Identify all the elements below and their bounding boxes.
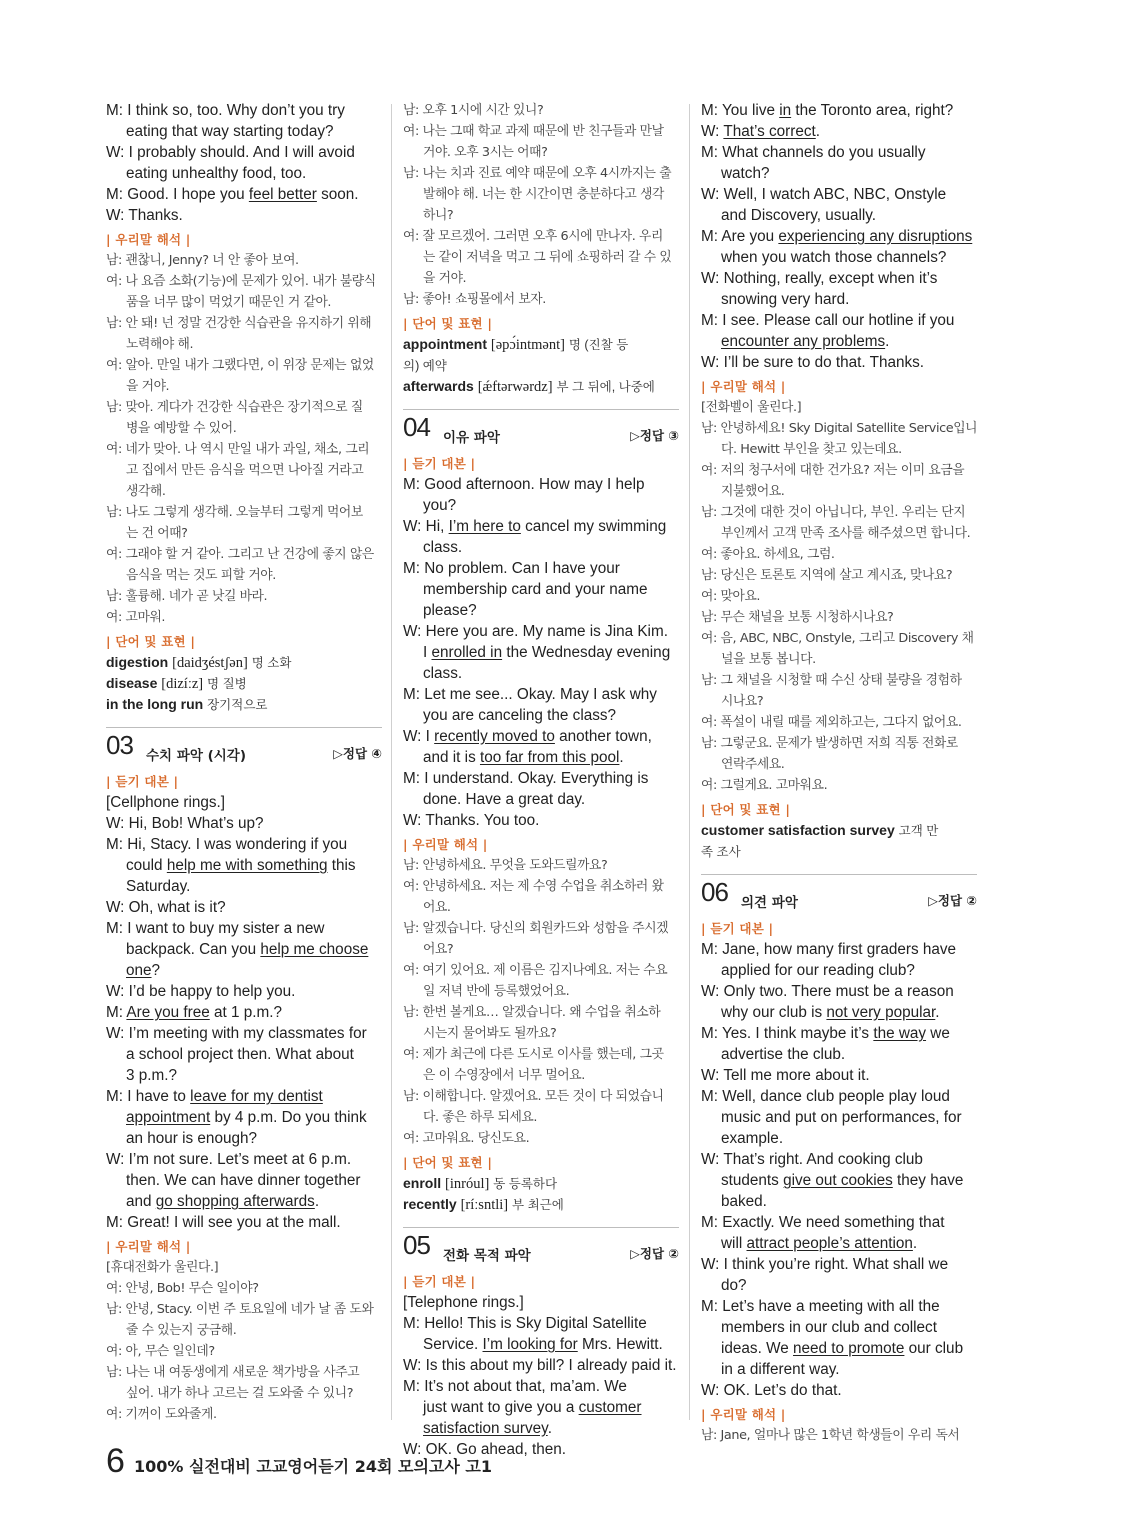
translation-line: 여: 저의 청구서에 대한 건가요? 저는 이미 요금을 [701,463,965,478]
section-title: 수치 파악 (시각) [146,748,246,764]
translation-line: 여: 기꺼이 도와줄게. [106,1407,217,1422]
script-line: members in our club and collect [721,1319,937,1336]
blank-answer: experiencing any disruptions [778,228,973,245]
translation-line: 여: 여기 있어요. 제 이름은 김지나예요. 저는 수요 [403,963,668,978]
translation-line: 남: 그것에 대한 것이 아닙니다, 부인. 우리는 단지 [701,505,966,520]
translation-line: 남: 맞아. 게다가 건강한 식습관은 장기적으로 질 [106,400,363,415]
answer-badge: ▷정답 ② [928,893,977,908]
script-line: M: Are you free at 1 p.m.? [106,1004,283,1021]
script-line: M: What channels do you usually [701,144,926,161]
translation-line: 여: 제가 최근에 다른 도시로 이사를 했는데, 그곳 [403,1047,664,1062]
script-line: done. Have a great day. [423,791,586,808]
answer-badge: ▷정답 ③ [630,428,679,443]
script-label: | 듣기 대본 | [403,1274,476,1289]
answer-badge: ▷정답 ② [630,1246,679,1261]
translation-line: 여: 그래야 할 거 같아. 그리고 난 건강에 좋지 않은 [106,547,374,562]
script-line: W: Hi, I’m here to cancel my swimming [403,518,667,535]
blank-answer: help me choose [260,941,369,958]
script-line: then. We can have dinner together [126,1172,361,1189]
script-line: students give out cookies they have [721,1172,964,1189]
script-line: appointment by 4 p.m. Do you think [126,1109,367,1126]
script-line: and it is too far from this pool. [423,749,624,766]
blank-answer: in [779,102,792,119]
translation-line: 생각해. [126,484,166,499]
translation-line: 널을 보통 봅니다. [721,652,816,667]
script-line: W: I’m not sure. Let’s meet at 6 p.m. [106,1151,352,1168]
script-line: W: Well, I watch ABC, NBC, Onstyle [701,186,947,203]
section-title: 전화 목적 파악 [443,1248,531,1264]
translation-line: 다. Hewitt 부인을 찾고 있는데요. [721,442,902,457]
script-line: M: Well, dance club people play loud [701,1088,950,1105]
script-line: snowing very hard. [721,291,850,308]
translation-line: 부인께서 고객 만족 조사를 해주셨으면 합니다. [721,526,971,541]
blank-answer: enrolled in [431,644,503,661]
blank-answer: help me with something [166,857,328,874]
translation-line: 품을 너무 많이 먹었기 때문인 거 같아. [126,295,332,310]
section-number: 06 [701,877,728,907]
blank-answer: one [126,962,152,979]
translation-line: 다. 좋은 하루 되세요. [423,1110,538,1125]
script-line: 3 p.m.? [126,1067,178,1084]
script-line: Service. I’m looking for Mrs. Hewitt. [423,1336,663,1353]
script-line: W: I’d be happy to help you. [106,983,296,1000]
script-line: applied for our reading club? [721,962,915,979]
column-divider [689,104,690,1420]
script-line: M: Yes. I think maybe it’s the way we [701,1025,950,1042]
script-line: please? [423,602,477,619]
translation-label: | 우리말 해석 | [701,1407,786,1422]
translation-line: 남: 안 돼! 넌 정말 건강한 식습관을 유지하기 위해 [106,316,372,331]
script-line: M: Jane, how many first graders have [701,941,957,958]
script-line: encounter any problems. [721,333,890,350]
section-number: 04 [403,412,430,442]
script-line: when you watch those channels? [721,249,947,266]
script-label: | 듣기 대본 | [403,456,476,471]
blank-answer: too far from this pool [479,749,620,766]
translation-line: 병을 예방할 수 있어. [126,421,237,436]
blank-answer: That’s correct [723,123,816,140]
translation-label: | 우리말 해석 | [403,837,488,852]
translation-label: | 우리말 해석 | [106,232,191,247]
translation-line: 여: 폭설이 내릴 때를 제외하고는, 그다지 없어요. [701,715,962,730]
script-line: W: I’m meeting with my classmates for [106,1025,367,1042]
blank-answer: I’m here to [448,518,521,535]
blank-answer: go shopping afterwards [155,1193,315,1210]
script-line: ideas. We need to promote our club [721,1340,964,1357]
translation-line: 싶어. 내가 하나 고르는 걸 도와줄 수 있니? [126,1386,354,1401]
script-line: M: Good. I hope you feel better soon. [106,186,359,203]
script-line: eating that way starting today? [126,123,334,140]
blank-answer: satisfaction survey [423,1420,548,1437]
blank-answer: encounter any problems [721,333,886,350]
translation-line: 노력해야 해. [126,337,194,352]
translation-line: 남: 나도 그렇게 생각해. 오늘부터 그렇게 먹어보 [106,505,363,520]
translation-line: 어요? [423,942,454,957]
vocab-label: | 단어 및 표현 | [403,316,493,331]
script-line: satisfaction survey. [423,1420,552,1437]
script-line: I enrolled in the Wednesday evening [423,644,671,661]
translation-line: 여: 안녕하세요. 저는 제 수영 수업을 취소하러 왔 [403,879,664,894]
script-line: you are canceling the class? [423,707,617,724]
translation-label: | 우리말 해석 | [701,379,786,394]
vocab-entry: afterwards [ǽftərwərdz] 부 그 뒤에, 나중에 [403,378,655,395]
script-line: M: I understand. Okay. Everything is [403,770,649,787]
section-title: 이유 파악 [443,430,500,446]
script-line: M: Good afternoon. How may I help [403,476,645,493]
section-header-04 [403,409,679,454]
script-line: M: I think so, too. Why don’t you try [106,102,345,119]
script-line: class. [423,539,463,556]
script-line: music and put on performances, for [721,1109,962,1126]
translation-line: 여: 알아. 만일 내가 그랬다면, 이 위장 문제는 없었 [106,358,374,373]
script-line: M: Let’s have a meeting with all the [701,1298,940,1315]
translation-line: 남: 한번 볼게요… 알겠습니다. 왜 수업을 취소하 [403,1005,661,1020]
translation-line: 여: 좋아요. 하세요, 그럼. [701,547,835,562]
translation-line: 여: 고마워. [106,610,166,625]
blank-answer: not very popular [826,1004,936,1021]
script-line: you? [423,497,457,514]
script-line: M: Great! I will see you at the mall. [106,1214,341,1231]
script-line: will attract people’s attention. [721,1235,918,1252]
column-1 [106,100,382,1425]
script-line: a school project then. What about [126,1046,354,1063]
translation-line: 남: 무슨 채널을 보통 시청하시나요? [701,610,894,625]
translation-line: 남: 알겠습니다. 당신의 회원카드와 성함을 주시겠 [403,921,669,936]
blank-answer: recently moved to [434,728,555,745]
translation-line: 여: 맞아요. [701,589,761,604]
translation-line: 여: 안녕, Bob! 무슨 일이야? [106,1281,259,1296]
translation-line: 시는지 물어봐도 될까요? [423,1026,557,1041]
script-line: [Telephone rings.] [403,1294,524,1311]
footer-book-title: 100% 실전대비 고교영어듣기 24회 모의고사 고1 [134,1457,492,1476]
translation-line: 여: 나는 그때 학교 과제 때문에 반 친구들과 만날 [403,124,664,139]
translation-line: 을 거야. [423,271,467,286]
answer-badge: ▷정답 ④ [333,746,382,761]
script-line: could help me with something this [126,857,356,874]
script-line: and go shopping afterwards. [126,1193,320,1210]
translation-line: 음식을 먹는 것도 피할 거야. [126,568,276,583]
vocab-entry: 족 조사 [701,845,741,859]
translation-line: 남: 오후 1시에 시간 있니? [403,103,544,118]
script-line: W: Only two. There must be a reason [701,983,954,1000]
section-header-05 [403,1227,679,1272]
translation-line: 하니? [423,208,454,223]
vocab-label: | 단어 및 표현 | [403,1155,493,1170]
section-number: 05 [403,1230,430,1260]
script-line: M: You live in the Toronto area, right? [701,102,954,119]
script-line: do? [721,1277,747,1294]
script-line: W: That’s right. And cooking club [701,1151,923,1168]
translation-line: 고 집에서 만든 음식을 먹으면 나아질 거라고 [126,463,364,478]
translation-line: 남: Jane, 얼마나 많은 1학년 학생들이 우리 독서 [701,1428,960,1443]
script-line: W: OK. Go ahead, then. [403,1441,566,1458]
script-line: [Cellphone rings.] [106,794,226,811]
script-line: why our club is not very popular. [721,1004,940,1021]
translation-line: 남: 좋아! 쇼핑몰에서 보자. [403,292,546,307]
translation-line: 어요. [423,900,451,915]
vocab-entry: disease [dizíːz] 명 질병 [106,675,247,692]
translation-line: 는 건 어때? [126,526,188,541]
script-line: M: I want to buy my sister a new [106,920,325,937]
translation-line: 여: 나 요즘 소화(기능)에 문제가 있어. 내가 불량식 [106,274,376,289]
script-line: M: Are you experiencing any disruptions [701,228,973,245]
blank-answer: feel better [248,186,317,203]
translation-line: 남: 이해합니다. 알겠어요. 모든 것이 다 되었습니 [403,1089,664,1104]
script-line: M: Exactly. We need something that [701,1214,945,1231]
script-line: W: Tell me more about it. [701,1067,870,1084]
script-line: backpack. Can you help me choose [126,941,369,958]
translation-line: 줄 수 있는지 궁금해. [126,1323,237,1338]
translation-line: 여: 잘 모르겠어. 그러면 오후 6시에 만나자. 우리 [403,229,663,244]
translation-line: 남: 안녕하세요. 무엇을 도와드릴까요? [403,858,608,873]
blank-answer: give out cookies [783,1172,893,1189]
blank-answer: customer [578,1399,642,1416]
translation-line: 연락주세요. [721,757,785,772]
translation-line: 일 저녁 반에 등록했었어요. [423,984,570,999]
script-line: W: Oh, what is it? [106,899,226,916]
script-line: W: Thanks. [106,207,183,224]
script-line: M: Let me see... Okay. May I ask why [403,686,657,703]
script-line: baked. [721,1193,767,1210]
section-header-03 [106,727,382,772]
script-line: W: Thanks. You too. [403,812,540,829]
page-number: 6 [106,1442,125,1480]
script-line: W: I recently moved to another town, [403,728,652,745]
translation-line: 지불했어요. [721,484,785,499]
translation-line: 발해야 해. 너는 한 시간이면 충분하다고 생각 [423,187,664,202]
section-title: 의견 파악 [741,895,798,911]
translation-line: 남: 나는 치과 진료 예약 때문에 오후 4시까지는 출 [403,166,672,181]
translation-label: | 우리말 해석 | [106,1239,191,1254]
blank-answer: leave for my dentist [190,1088,323,1105]
script-line: an hour is enough? [126,1130,257,1147]
translation-line: [전화벨이 울린다.] [701,400,802,415]
translation-line: 는 같이 저녁을 먹고 그 뒤에 쇼핑하러 갈 수 있 [423,250,672,265]
translation-line: 남: 당신은 토론토 지역에 살고 계시죠, 맞나요? [701,568,953,583]
script-line: class. [423,665,463,682]
vocab-entry: appointment [əpɔ́intmənt] 명 (진찰 등 [403,336,629,353]
column-divider [391,104,392,1420]
script-line: M: I have to leave for my dentist [106,1088,323,1105]
translation-line: 을 거야. [126,379,170,394]
script-line: W: Hi, Bob! What’s up? [106,815,264,832]
translation-line: 남: 괜찮니, Jenny? 너 안 좋아 보여. [106,253,299,268]
script-line: eating unhealthy food, too. [126,165,307,182]
translation-line: 거야. 오후 3시는 어때? [423,145,548,160]
blank-answer: I’m looking for [482,1336,578,1353]
translation-line: 남: 나는 내 여동생에게 새로운 책가방을 사주고 [106,1365,360,1380]
vocab-entry: in the long run 장기적으로 [106,696,268,712]
script-line: W: Is this about my bill? I already paid it. [403,1357,677,1374]
vocab-entry: customer satisfaction survey 고객 만 [701,822,939,838]
script-line: M: No problem. Can I have your [403,560,620,577]
column-2 [403,100,679,1460]
script-line: in a different way. [721,1361,840,1378]
script-line: just want to give you a customer [423,1399,642,1416]
vocab-entry: enroll [inróul] 동 등록하다 [403,1175,558,1192]
blank-answer: the way [873,1025,927,1042]
script-line: W: I probably should. And I will avoid [106,144,355,161]
script-line: M: I see. Please call our hotline if you [701,312,955,329]
section-number: 03 [106,730,133,760]
blank-answer: need to promote [793,1340,905,1357]
script-line: M: It’s not about that, ma’am. We [403,1378,627,1395]
script-line: watch? [721,165,770,182]
script-line: M: Hello! This is Sky Digital Satellite [403,1315,647,1332]
translation-line: 남: 안녕하세요! Sky Digital Satellite Service입니 [701,421,978,436]
translation-line: 여: 그럴게요. 고마워요. [701,778,828,793]
section-header-06 [701,874,977,919]
script-line: W: Nothing, really, except when it’s [701,270,938,287]
script-line: W: I think you’re right. What shall we [701,1256,949,1273]
script-line: W: Here you are. My name is Jina Kim. [403,623,668,640]
translation-line: 남: 그 채널을 시청할 때 수신 상태 불량을 경험하 [701,673,962,688]
script-line: one? [126,962,161,979]
translation-line: 시나요? [721,694,764,709]
script-line: W: I’ll be sure to do that. Thanks. [701,354,925,371]
blank-answer: appointment [126,1109,211,1126]
script-line: M: Hi, Stacy. I was wondering if you [106,836,348,853]
vocab-entry: recently [ríːsntli] 부 최근에 [403,1196,564,1213]
translation-line: [휴대전화가 울린다.] [106,1260,219,1275]
vocab-entry: 의) 예약 [403,359,447,373]
script-label: | 듣기 대본 | [106,774,179,789]
translation-line: 여: 네가 맞아. 나 역시 만일 내가 과일, 채소, 그리 [106,442,370,457]
translation-line: 은 이 수영장에서 너무 멀어요. [423,1068,585,1083]
vocab-entry: digestion [daidʒéstʃən] 명 소화 [106,654,292,671]
script-line: W: OK. Let’s do that. [701,1382,842,1399]
vocab-label: | 단어 및 표현 | [106,634,196,649]
script-label: | 듣기 대본 | [701,921,774,936]
script-line: and Discovery, usually. [721,207,877,224]
translation-line: 여: 아, 무슨 일인데? [106,1344,215,1359]
vocab-label: | 단어 및 표현 | [701,802,791,817]
translation-line: 여: 고마워요. 당신도요. [403,1131,530,1146]
script-line: example. [721,1130,784,1147]
script-line: membership card and your name [423,581,648,598]
script-line: Saturday. [126,878,191,895]
column-3 [701,100,977,1446]
translation-line: 여: 음, ABC, NBC, Onstyle, 그리고 Discovery 채 [701,631,974,646]
script-line: W: That’s correct. [701,123,821,140]
blank-answer: Are you free [126,1004,210,1021]
translation-line: 남: 안녕, Stacy. 이번 주 토요일에 네가 날 좀 도와 [106,1302,374,1317]
translation-line: 남: 훌륭해. 네가 곧 낫길 바라. [106,589,268,604]
blank-answer: attract people’s attention [746,1235,913,1252]
script-line: advertise the club. [721,1046,846,1063]
translation-line: 남: 그렇군요. 문제가 발생하면 저희 직통 전화로 [701,736,958,751]
